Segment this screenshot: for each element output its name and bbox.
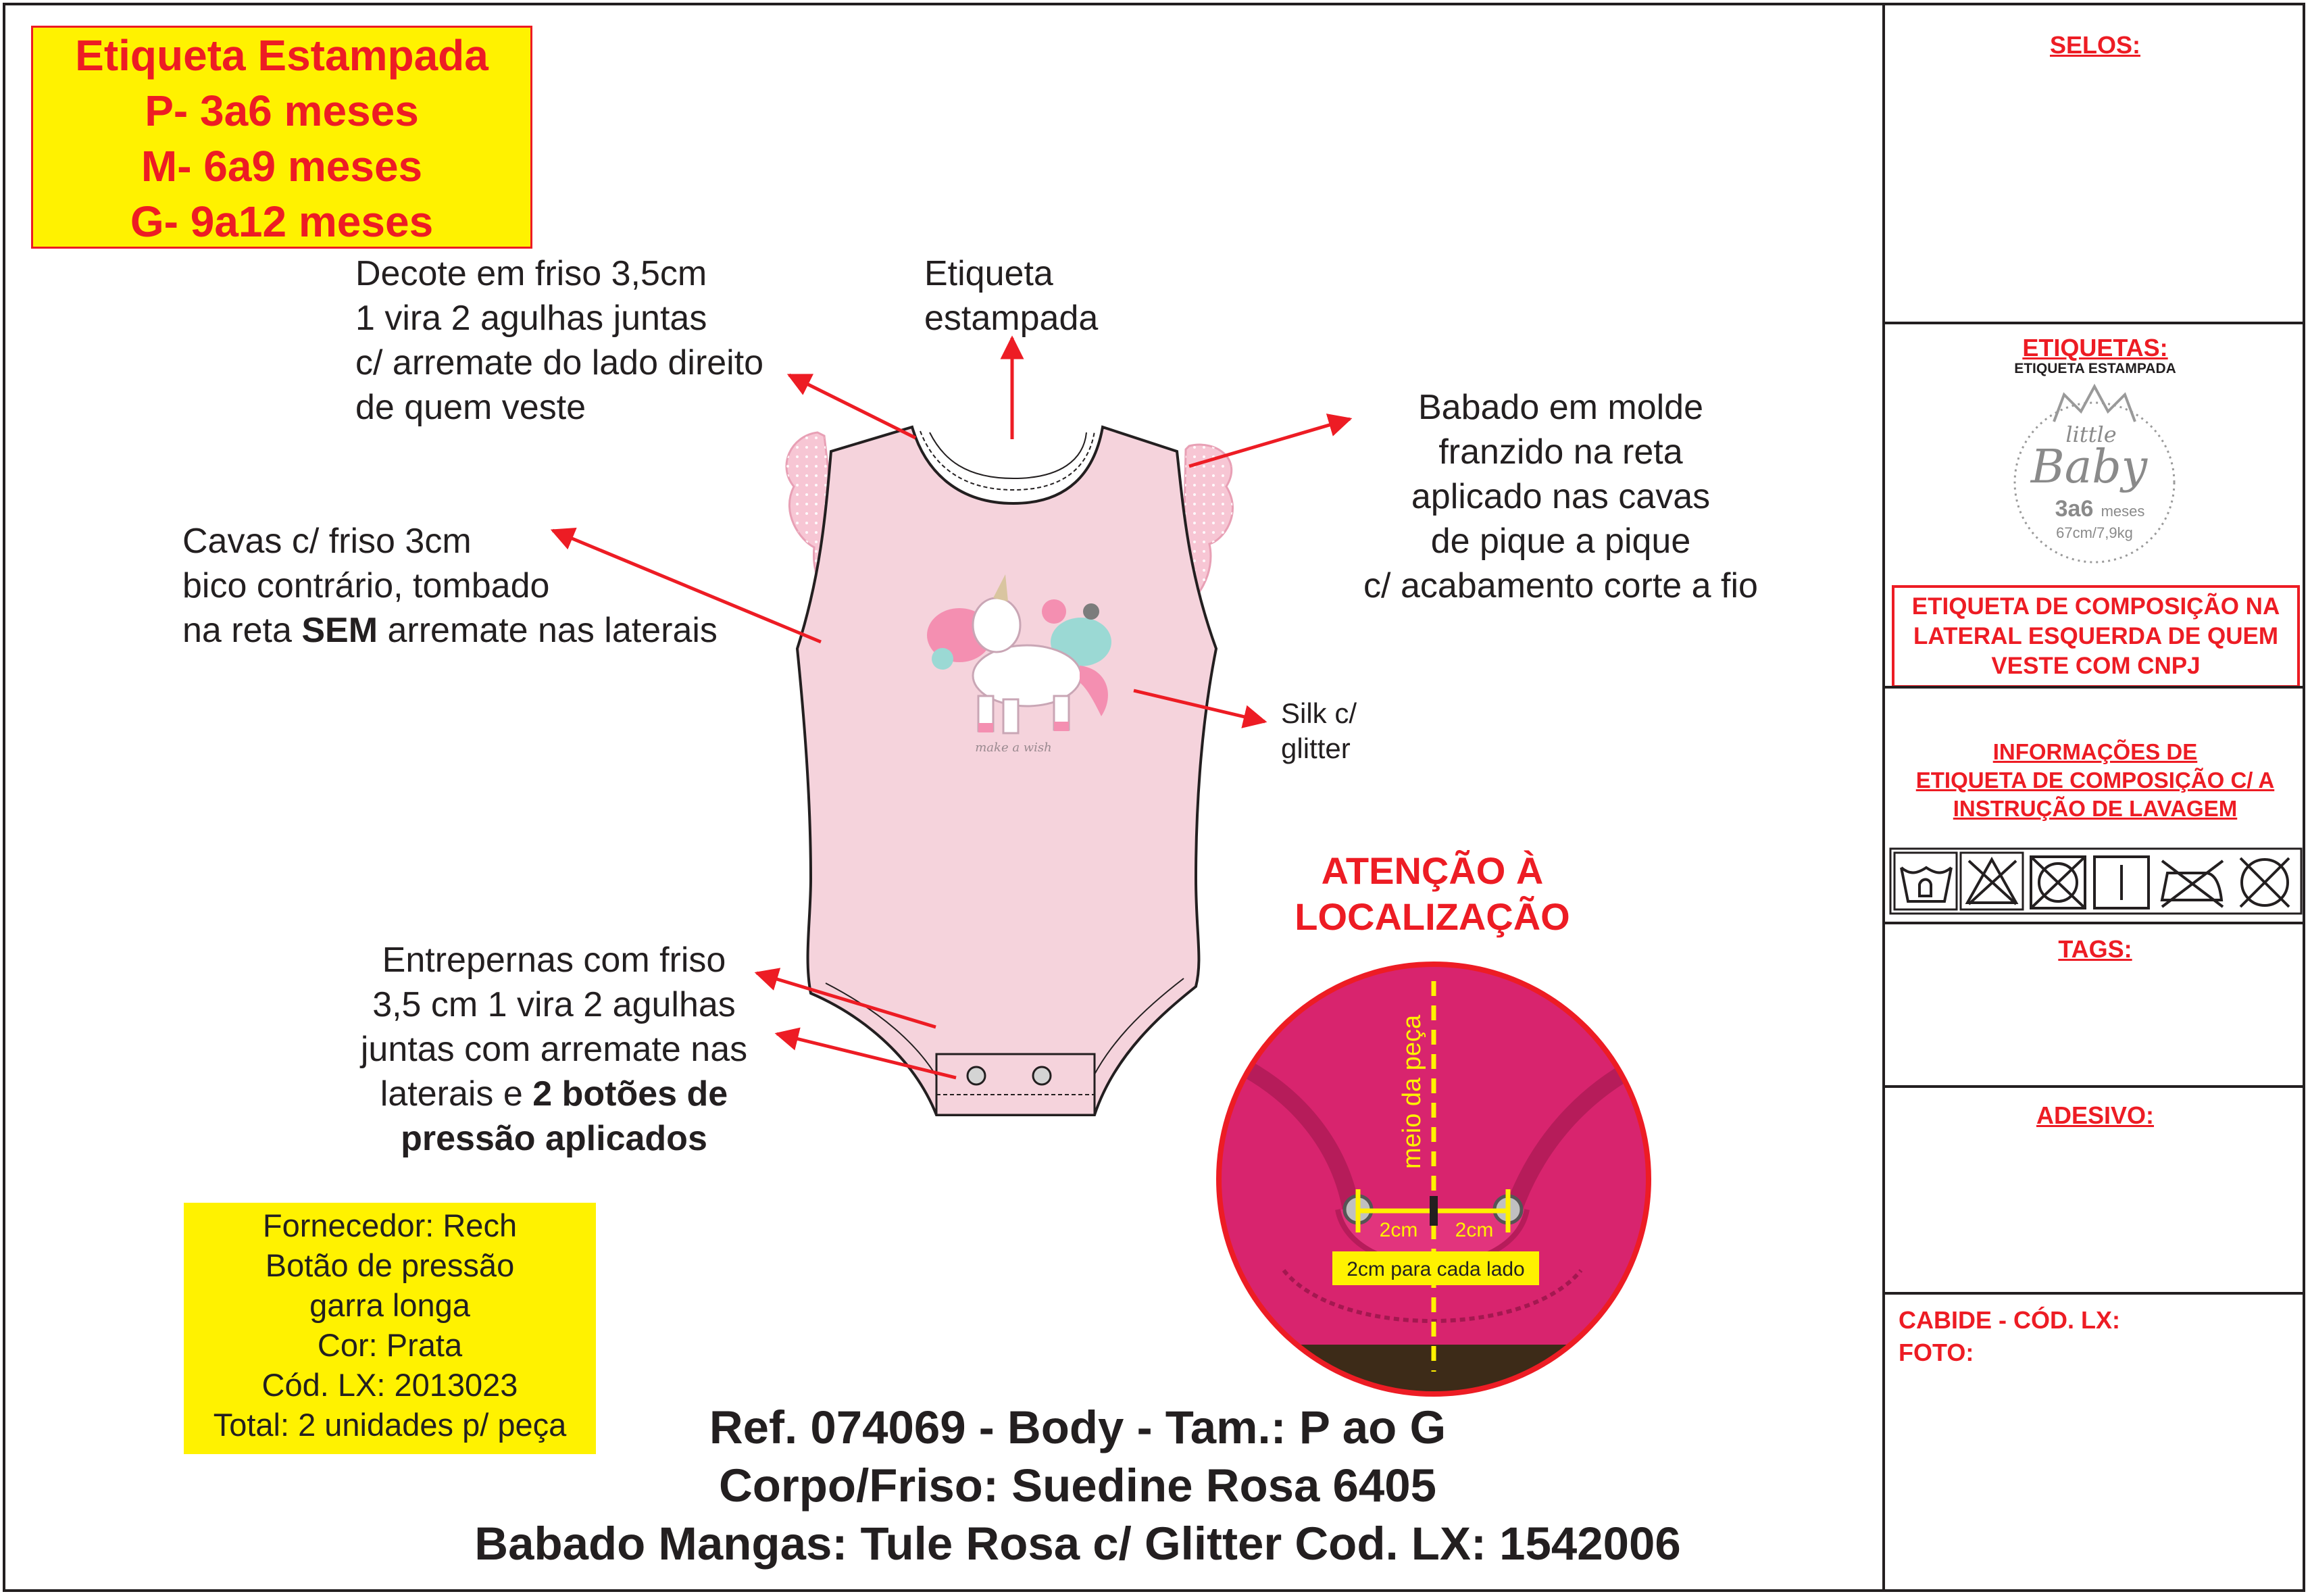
size-label-title: Etiqueta Estampada	[75, 31, 488, 80]
reference-line: Corpo/Friso: Suedine Rosa 6405	[718, 1460, 1437, 1512]
snap-button-icon	[968, 1067, 985, 1084]
care-info-line: INSTRUÇÃO DE LAVAGEM	[1953, 796, 2238, 821]
measure-left-label: 2cm	[1379, 1219, 1418, 1241]
care-info-line: INFORMAÇÕES DE	[1992, 739, 2198, 764]
annotation-babado-line: aplicado nas cavas	[1411, 477, 1711, 516]
measure-caption: 2cm para cada lado	[1347, 1258, 1525, 1280]
cavas-text: na reta	[182, 611, 302, 650]
supplier-line: Cód. LX: 2013023	[261, 1367, 518, 1403]
logo-unit: meses	[2101, 503, 2145, 520]
annotation-decote-line: de quem veste	[355, 388, 586, 427]
crotch-flap	[936, 1054, 1095, 1115]
annotation-entrepernas-line: juntas com arremate nas	[360, 1030, 748, 1069]
annotation-decote-line: Decote em friso 3,5cm	[355, 254, 707, 293]
annotation-silk-line: glitter	[1281, 732, 1351, 764]
no-dry-clean-icon	[2240, 858, 2289, 907]
annotation-cavas-line: Cavas c/ friso 3cm	[182, 522, 472, 561]
supplier-line: Total: 2 unidades p/ peça	[213, 1407, 567, 1443]
measure-right-label: 2cm	[1455, 1219, 1494, 1241]
reference-line: Babado Mangas: Tule Rosa c/ Glitter Cod. LX: 1542006	[474, 1518, 1681, 1570]
annotation-decote-line: c/ arremate do lado direito	[355, 343, 764, 382]
bodysuit-body	[797, 427, 1216, 1115]
logo-little: little	[2065, 422, 2117, 447]
panel-selos-title: SELOS:	[2049, 31, 2140, 59]
composition-label-note: ETIQUETA DE COMPOSIÇÃO NA LATERAL ESQUERDA DE QUEM VESTE COM CNPJ	[1892, 585, 2300, 688]
logo-size: 3a6	[2055, 496, 2094, 522]
size-m: M- 6a9 meses	[141, 142, 423, 191]
care-symbols-row	[1889, 847, 2303, 915]
wash-30-icon	[1894, 853, 1957, 909]
supplier-line: Botão de pressão	[265, 1247, 515, 1283]
panel-foto-title: FOTO:	[1899, 1339, 1974, 1366]
supplier-line: garra longa	[309, 1287, 470, 1323]
attention-title	[1263, 848, 1601, 940]
spec-side-panel	[1882, 3, 2305, 1592]
center-line-label: meio da peça	[1398, 1014, 1426, 1169]
panel-adesivo-title: ADESIVO:	[2036, 1101, 2155, 1129]
attention-line: ATENÇÃO À	[1321, 849, 1544, 892]
arrow-babado	[1189, 419, 1350, 466]
panel-tags-title: TAGS:	[2058, 935, 2132, 963]
no-bleach-icon	[1961, 853, 2023, 909]
panel-etiquetas-subtitle: ETIQUETA ESTAMPADA	[2014, 361, 2176, 376]
little-baby-label-logo	[2007, 381, 2182, 564]
annotation-babado-line: franzido na reta	[1438, 432, 1683, 472]
annotation-babado-line: Babado em molde	[1417, 388, 1704, 427]
entrepernas-emphasis: 2 botões de	[532, 1074, 728, 1114]
attention-line: LOCALIZAÇÃO	[1295, 895, 1570, 938]
panel-adesivo	[1885, 1088, 2305, 1295]
cavas-emphasis: SEM	[301, 611, 378, 650]
panel-etiquetas-title: ETIQUETAS:	[2022, 334, 2168, 361]
care-info-title	[1885, 738, 2305, 823]
size-p: P- 3a6 meses	[145, 86, 419, 135]
panel-cabide-title: CABIDE - CÓD. LX:	[1899, 1306, 2120, 1334]
no-tumble-dry-icon	[2031, 857, 2085, 908]
care-info-line: ETIQUETA DE COMPOSIÇÃO C/ A	[1915, 768, 2275, 793]
panel-tags	[1885, 922, 2305, 1088]
line-dry-icon	[2094, 857, 2149, 908]
cavas-text: arremate nas laterais	[378, 611, 718, 650]
logo-measure: 67cm/7,9kg	[2056, 524, 2133, 541]
arrow-cavas	[553, 530, 821, 642]
annotation-etiqueta-line: Etiqueta	[924, 254, 1053, 293]
annotation-cavas-line: bico contrário, tombado	[182, 566, 550, 605]
crown-icon	[2054, 386, 2135, 422]
entrepernas-emphasis: pressão aplicados	[401, 1119, 707, 1158]
no-iron-icon	[2162, 861, 2223, 907]
logo-baby: Baby	[2030, 441, 2148, 494]
print-caption: make a wish	[975, 741, 1052, 755]
panel-cabide	[1885, 1295, 2305, 1589]
size-g: G- 9a12 meses	[130, 197, 434, 246]
annotation-entrepernas-line: 3,5 cm 1 vira 2 agulhas	[372, 985, 736, 1024]
annotation-decote-line: 1 vira 2 agulhas juntas	[355, 299, 707, 338]
annotation-silk-line: Silk c/	[1281, 697, 1357, 729]
supplier-line: Cor: Prata	[317, 1327, 463, 1363]
reference-block	[378, 1399, 1777, 1573]
annotation-entrepernas-line: Entrepernas com friso	[382, 941, 726, 980]
supplier-line: Fornecedor: Rech	[262, 1207, 518, 1243]
panel-selos	[1885, 3, 2305, 324]
annotation-etiqueta-line: estampada	[924, 299, 1099, 338]
snap-button-icon	[1033, 1067, 1051, 1084]
reference-line: Ref. 074069 - Body - Tam.: P ao G	[709, 1401, 1447, 1453]
entrepernas-text: laterais e	[380, 1074, 533, 1114]
annotation-babado-line: de pique a pique	[1430, 522, 1691, 561]
arrow-decote	[789, 375, 915, 438]
annotation-babado-line: c/ acabamento corte a fio	[1363, 566, 1758, 605]
